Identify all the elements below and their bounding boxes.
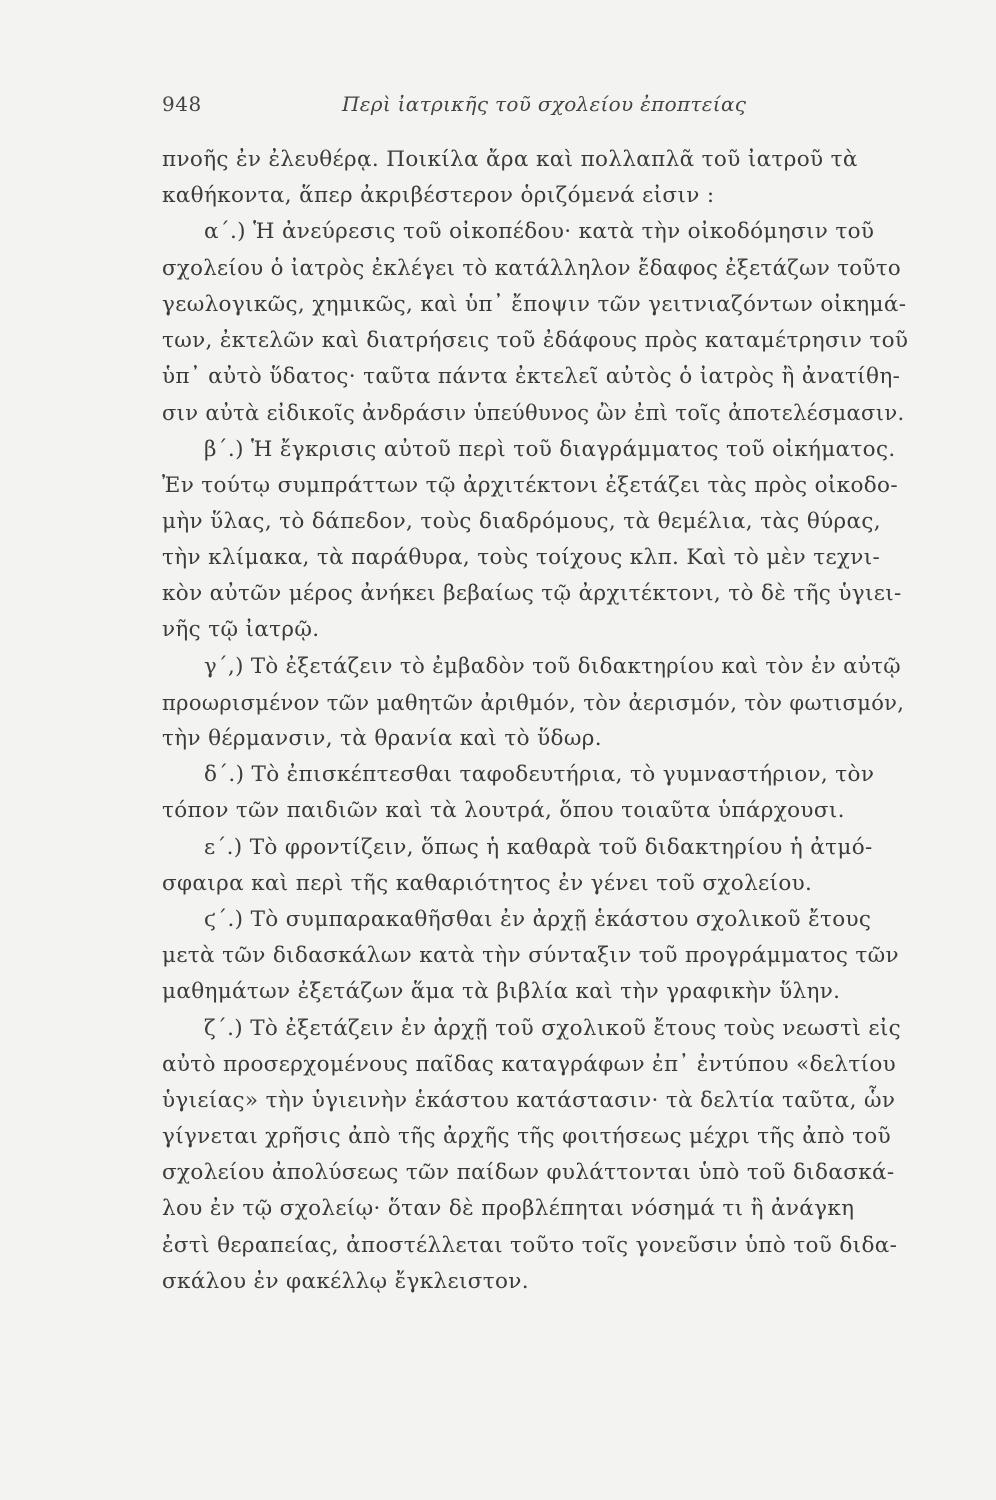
text-line: ὑπ᾽ αὐτὸ ὕδατος· ταῦτα πάντα ἐκτελεῖ αὐτὸς ὁ ἰατρὸς ἢ ἀνατίθη- xyxy=(162,364,901,390)
text-line: πνοῆς ἐν ἐλευθέρᾳ. Ποικίλα ἄρα καὶ πολλαπλᾶ τοῦ ἰατροῦ τὰ xyxy=(162,147,858,172)
text-line: ε΄.) Τὸ φροντίζειν, ὅπως ἡ καθαρὰ τοῦ διδακτηρίου ἡ ἀτμό- xyxy=(204,834,873,860)
text-line: β΄.) Ἡ ἔγκρισις αὐτοῦ περὶ τοῦ διαγράμματος τοῦ οἰκήματος. xyxy=(204,436,896,462)
text-line: ὑγιείας» τὴν ὑγιεινὴν ἑκάστου κατάστασιν· τὰ δελτία ταῦτα, ὧν xyxy=(162,1087,896,1113)
text-line: γεωλογικῶς, χημικῶς, καὶ ὑπ᾽ ἔποψιν τῶν γειτνιαζόντων οἰκημά- xyxy=(162,291,907,317)
text-line: σκάλου ἐν φακέλλῳ ἔγκλειστον. xyxy=(162,1268,529,1294)
text-line: τὴν θέρμανσιν, τὰ θρανία καὶ τὸ ὕδωρ. xyxy=(162,726,602,751)
text-line: δ΄.) Τὸ ἐπισκέπτεσθαι ταφοδευτήρια, τὸ γυμναστήριον, τὸν xyxy=(204,762,875,788)
running-title: Περὶ ἰατρικῆς τοῦ σχολείου ἐποπτείας xyxy=(342,92,747,116)
text-line: τόπον τῶν παιδιῶν καὶ τὰ λουτρά, ὅπου τοιαῦτα ὑπάρχουσι. xyxy=(162,798,845,824)
text-line: προωρισμένον τῶν μαθητῶν ἀριθμόν, τὸν ἀερισμόν, τὸν φωτισμόν, xyxy=(162,690,905,715)
text-line: σιν αὐτὰ εἰδικοῖς ἀνδράσιν ὑπεύθυνος ὢν ἐπὶ τοῖς ἀποτελέσμασιν. xyxy=(162,401,905,426)
text-line: σχολείου ἀπολύσεως τῶν παίδων φυλάττονται ὑπὸ τοῦ διδασκά- xyxy=(162,1160,895,1186)
text-line: καθήκοντα, ἅπερ ἀκριβέστερον ὁριζόμενά εἰσιν : xyxy=(162,183,715,209)
text-line: μετὰ τῶν διδασκάλων κατὰ τὴν σύνταξιν τοῦ προγράμματος τῶν xyxy=(162,943,899,969)
text-line: αὐτὸ προσερχομένους παῖδας καταγράφων ἐπ᾽ ἐντύπου «δελτίου xyxy=(162,1051,897,1077)
text-line: σφαιρα καὶ περὶ τῆς καθαριότητος ἐν γένει τοῦ σχολείου. xyxy=(162,870,813,896)
body-text xyxy=(162,142,908,1300)
text-line: σχολείου ὁ ἰατρὸς ἐκλέγει τὸ κατάλληλον ἔδαφος ἐξετάζων τοῦτο xyxy=(162,255,901,281)
text-line: λου ἐν τῷ σχολείῳ· ὅταν δὲ προβλέπηται νόσημά τι ἢ ἀνάγκη xyxy=(162,1196,855,1222)
page-header xyxy=(162,92,908,126)
text-line: ζ΄.) Τὸ ἐξετάζειν ἐν ἀρχῇ τοῦ σχολικοῦ ἔτους τοὺς νεωστὶ εἰς xyxy=(204,1015,902,1041)
text-line: γ΄,) Τὸ ἐξετάζειν τὸ ἐμβαδὸν τοῦ διδακτηρίου καὶ τὸν ἐν αὐτῷ xyxy=(204,653,901,679)
text-line: κὸν αὐτῶν μέρος ἀνήκει βεβαίως τῷ ἀρχιτέκτονι, τὸ δὲ τῆς ὑγιει- xyxy=(162,581,902,607)
text-line: ἐστὶ θεραπείας, ἀποστέλλεται τοῦτο τοῖς γονεῦσιν ὑπὸ τοῦ διδα- xyxy=(162,1232,898,1258)
text-line: νῆς τῷ ἰατρῷ. xyxy=(162,617,320,643)
page-number: 948 xyxy=(162,92,202,116)
text-line: μὴν ὕλας, τὸ δάπεδον, τοὺς διαδρόμους, τὰ θεμέλια, τὰς θύρας, xyxy=(162,508,881,534)
text-line: τὴν κλίμακα, τὰ παράθυρα, τοὺς τοίχους κλπ. Καὶ τὸ μὲν τεχνι- xyxy=(162,545,881,571)
text-line: α΄.) Ἡ ἀνεύρεσις τοῦ οἰκοπέδου· κατὰ τὴν οἰκοδόμησιν τοῦ xyxy=(204,219,875,245)
text-line: γίγνεται χρῆσις ἀπὸ τῆς ἀρχῆς τῆς φοιτήσεως μέχρι τῆς ἀπὸ τοῦ xyxy=(162,1124,892,1150)
text-line: μαθημάτων ἐξετάζων ἅμα τὰ βιβλία καὶ τὴν γραφικὴν ὕλην. xyxy=(162,979,841,1005)
text-line: Ἐν τούτῳ συμπράττων τῷ ἀρχιτέκτονι ἐξετάζει τὰς πρὸς οἰκοδο- xyxy=(162,472,898,498)
text-line: ϛ΄.) Τὸ συμπαρακαθῆσθαι ἐν ἀρχῇ ἑκάστου σχολικοῦ ἔτους xyxy=(204,906,872,932)
text-line: των, ἐκτελῶν καὶ διατρήσεις τοῦ ἐδάφους πρὸς καταμέτρησιν τοῦ xyxy=(162,327,909,353)
